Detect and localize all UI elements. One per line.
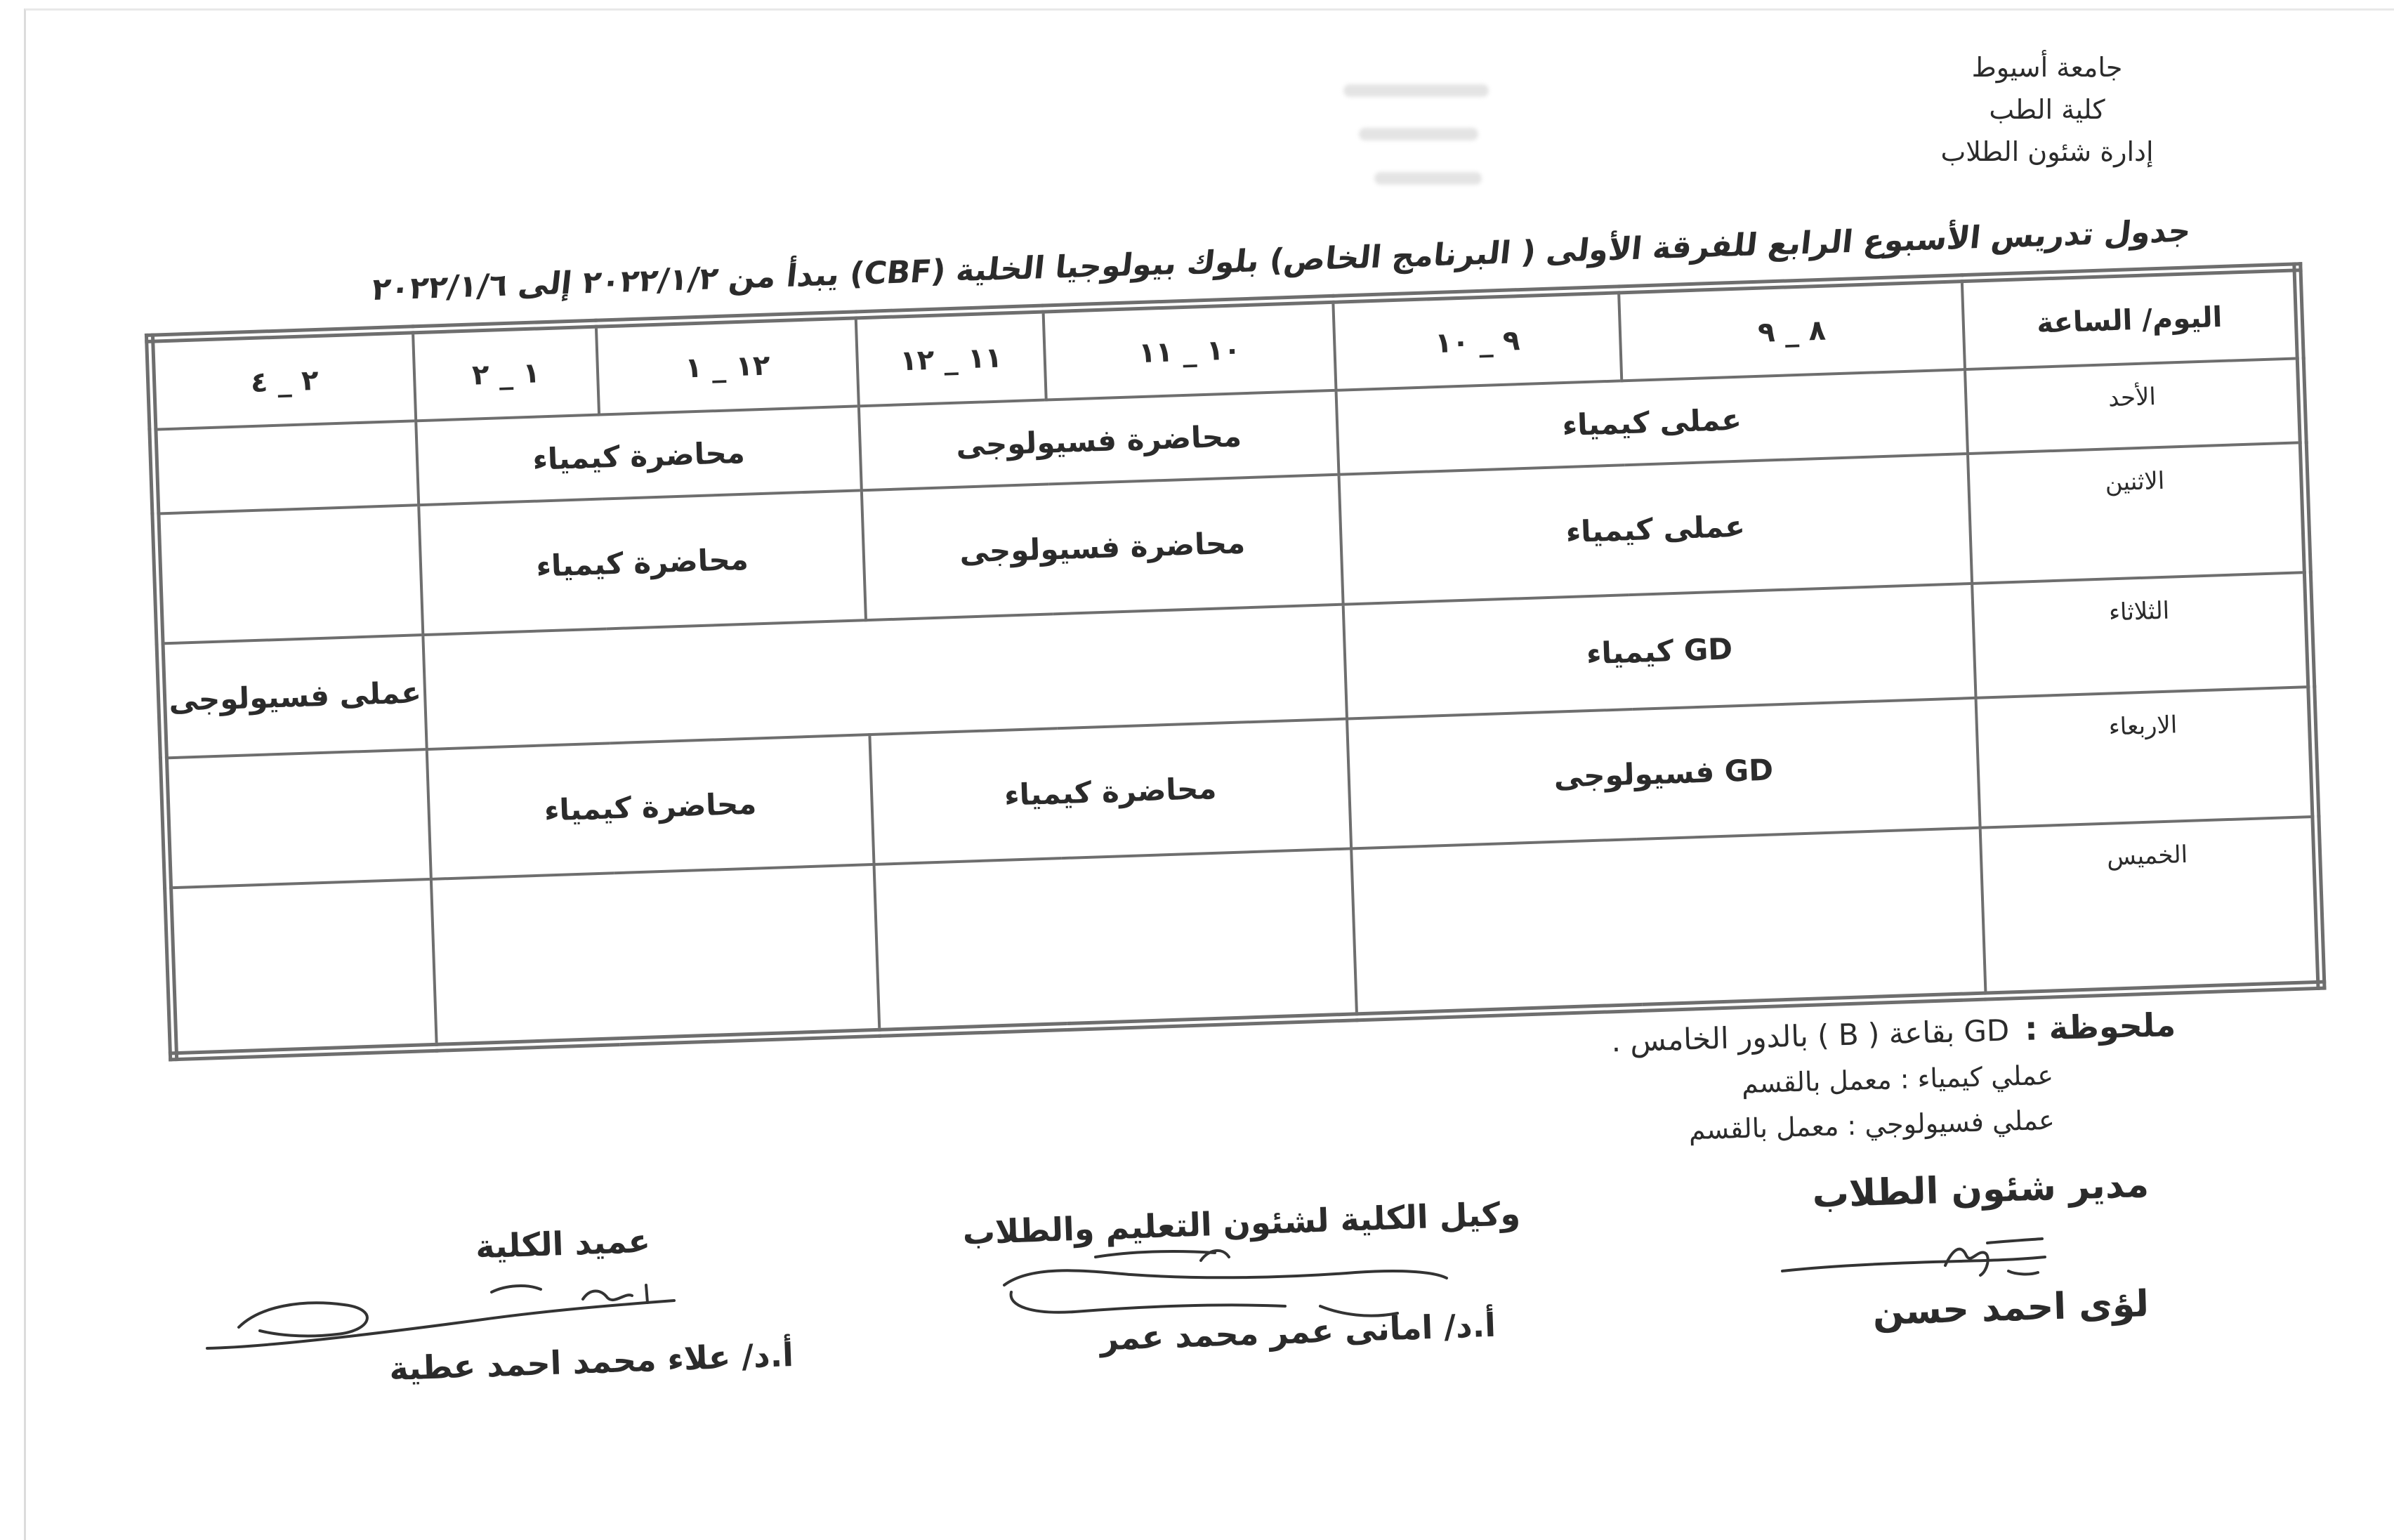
schedule-cell: محاضرة فسيولوجى [859, 390, 1339, 490]
signature-title-dean: عميد الكلية [475, 1221, 651, 1266]
schedule-cell: عملى فسيولوجى [160, 635, 427, 758]
corner-header: اليوم/ الساعة [1962, 267, 2301, 369]
signature-name-vice-dean: أ.د/ امانى عمر محمد عمر [1099, 1305, 1497, 1358]
day-label: الخميس [1980, 817, 2322, 996]
notes-block [1515, 1002, 2178, 1157]
bleed-mark [1359, 128, 1478, 140]
schedule-cell: عملى كيمياء [1339, 454, 1972, 605]
signature-name-dean: أ.د/ علاء محمد احمد عطية [388, 1335, 794, 1388]
faculty-name: كلية الطب [1989, 94, 2105, 125]
time-slot-header: ٩ _ ١٠ [1333, 289, 1622, 390]
note-text: GD بقاعة ( B ) بالدور الخامس . [1610, 1013, 2010, 1059]
time-slot-header: ٨ _ ٩ [1619, 278, 1965, 381]
signature-student-affairs [1777, 1222, 2051, 1292]
time-slot-header: ١١ _ ١٢ [856, 309, 1046, 407]
empty-cell [874, 848, 1357, 1032]
bleed-mark [1343, 84, 1489, 97]
schedule-cell: GD فسيولوجى [1347, 698, 1980, 849]
schedule-cell: محاضرة كيمياء [416, 406, 862, 505]
day-label: الأحد [1965, 358, 2303, 454]
empty-cell [164, 749, 431, 888]
empty-cell [168, 879, 437, 1056]
empty-cell [1351, 828, 1985, 1018]
signature-title-student-affairs: مدير شئون الطلاب [1811, 1163, 2150, 1216]
schedule-cell: محاضرة كيمياء [869, 719, 1351, 864]
schedule-cell: محاضرة فسيولوجى [862, 475, 1343, 620]
institution-header [1896, 46, 2198, 173]
schedule-cell: عملى كيمياء [1336, 369, 1967, 475]
signature-name-student-affairs: لؤى احمد حسن [1872, 1282, 2150, 1334]
empty-cell [431, 864, 880, 1048]
bleed-through-marks [1334, 77, 1503, 197]
note-line: عملي كيمياء : معمل بالقسم [1741, 1059, 2054, 1100]
page-title: جدول تدريس الأسبوع الرابع للفرقة الأولى ( البرنامج الخاص) بلوك بيولوجيا الخلية (CBF) يبدأ من ٢٠٢٢/١/٢ إلى ٢٠٢٢/١/٦ [369, 213, 2193, 308]
schedule-cell: محاضرة كيمياء [427, 735, 874, 879]
department-name: إدارة شئون الطلاب [1940, 136, 2154, 167]
time-slot-header: ٢ _ ٤ [150, 329, 416, 429]
day-label: الثلاثاء [1972, 572, 2311, 698]
time-slot-header: ١٠ _ ١١ [1043, 299, 1336, 400]
day-label: الاثنين [1968, 442, 2308, 584]
time-slot-header: ١٢ _ ١ [596, 315, 859, 414]
university-name: جامعة أسيوط [1971, 52, 2123, 83]
timetable [145, 262, 2327, 1061]
schedule-cell: محاضرة كيمياء [419, 490, 866, 635]
schedule-cell: GD كيمياء [1343, 584, 1976, 719]
note-label: ملحوظة : [2024, 1005, 2176, 1048]
note-line: عملي فسيولوجي : معمل بالقسم [1688, 1104, 2056, 1146]
signature-title-vice-dean: وكيل الكلية لشئون التعليم والطلاب [961, 1194, 1521, 1252]
day-label: الاربعاء [1976, 687, 2316, 828]
bleed-mark [1374, 172, 1482, 185]
empty-cell [155, 505, 423, 643]
timetable-container [145, 263, 2316, 1052]
time-slot-header: ١ _ ٢ [413, 324, 599, 421]
empty-cell [152, 421, 419, 513]
